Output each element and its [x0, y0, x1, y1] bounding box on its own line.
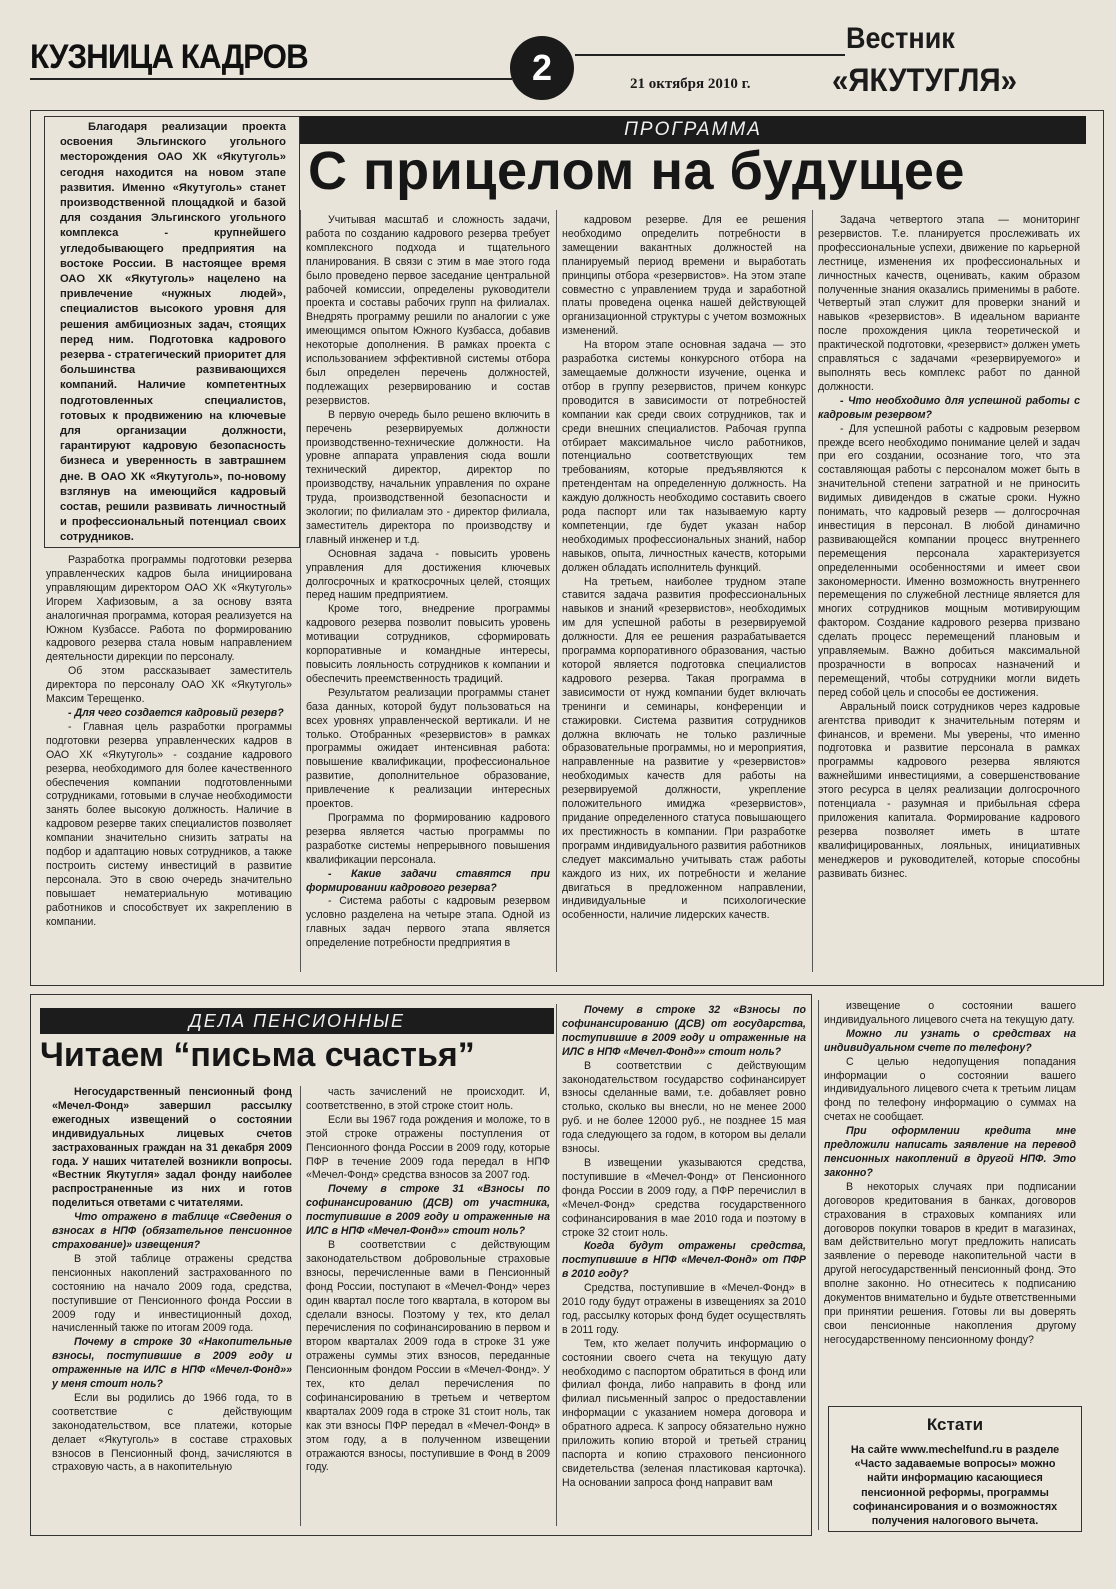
paragraph: - Система работы с кадровым резервом условно разделена на четыре этапа. Одной из главных задач первого этапа является определение потребности предприятия в: [306, 895, 550, 950]
question-paragraph: Почему в строке 30 «Накопительные взносы, поступившие в 2009 году и отраженные на ИЛС в НПФ «Мечел-Фонд»» у меня стоит ноль?: [52, 1336, 292, 1391]
paragraph: В соответствии с действующим законодательством государство софинансирует взносы сделанные вами, т.е. добавляет ровно столько, сколько вы внесли, но не менее 2000 руб. и не более 12000 руб., не позднее 15 мая года следующего за годом, в котором вы делали взносы.: [562, 1059, 806, 1156]
article-column-1: [46, 554, 292, 929]
header-rule-left: [30, 78, 512, 80]
paragraph: извещение о состоянии вашего индивидуального лицевого счета на текущую дату.: [824, 1000, 1076, 1026]
paragraph: В соответствии с действующим законодательством добровольные страховые взносы, перечисленные вами в Пенсионный фонд России, поступают в «Мечел-Фонд» через один квартал после того квартала, в котором вы сделали взносы. Поэтому у тех, кто делал перечисления по софинансированию в первом и втором кварталах 2009 года в строке 31 уже отражены суммы этих взносов, переданные Пенсионным фондом России в «Мечел-Фонд». У тех, кто делал перечисления по софинансированию в третьем и четвертом кварталах 2009 года в строке 31 стоит ноль, так как эти взносы ПФР передал в «Мечел-Фонд» в этом году, а в полученном извещении отражаются взносы, поступившие в Фонд в 2009 году.: [306, 1238, 550, 1474]
question-paragraph: При оформлении кредита мне предложили написать заявление на перевод пенсионных накоплений в другой НПФ. Это законно?: [824, 1125, 1076, 1179]
paragraph: В извещении указываются средства, поступившие в «Мечел-Фонд» от Пенсионного фонда России в 2009 году, а ПФР перечислил в «Мечел-Фонд» средства государственного софинансирования в мае 2010 года и поэтому в строке 32 стоит ноль.: [562, 1156, 806, 1239]
column-divider: [300, 210, 301, 972]
kstati-text: На сайте www.mechelfund.ru в разделе «Часто задаваемые вопросы» можно найти информацию касающиеся пенсионной реформы, программы софинансирования и о возможностях получения налогового вычета.: [850, 1444, 1060, 1528]
paragraph: часть зачислений не происходит. И, соответственно, в этой строке стоит ноль.: [306, 1086, 550, 1112]
paragraph: Негосударственный пенсионный фонд «Мечел-Фонд» завершил рассылку ежегодных извещений о состоянии индивидуальных лицевых счетов застрахованных граждан на 31 декабря 2009 года. У наших читателей возникли вопросы. «Вестник Якутугля» задал фонду наиболее распространенные из них и готов поделиться ответами с читателями.: [52, 1086, 292, 1210]
question-paragraph: Можно ли узнать о средствах на индивидуальном счете по телефону?: [824, 1027, 1076, 1054]
column-divider: [300, 1086, 301, 1526]
paragraph: Программа по формированию кадрового резерва является частью программы по разработке системы непрерывного повышения квалификации персонала.: [306, 811, 550, 866]
article-column-2: [306, 214, 550, 951]
kstati-box: [828, 1406, 1082, 1532]
question-paragraph: - Для чего создается кадровый резерв?: [68, 706, 284, 719]
paragraph: кадровом резерве. Для ее решения необходимо определить потребности в замещении вакантных должностей на планируемый период времени и выработать принципы отбора «резервистов». На этом этапе совместно с управлением труда и заработной платы проведена оценка нашей действующей организационной структуры с учетом возможных изменений.: [562, 214, 806, 338]
article-column-4: [818, 214, 1080, 882]
pension-column-2: [306, 1086, 550, 1475]
paragraph: На третьем, наиболее трудном этапе ставится задача развития профессиональных навыков и знаний «резервистов», необходимых им для успешной работы в резервируемой должности. Для ее решения разрабатывается программа корпоративного образования, частью которой является подготовка специалистов кадрового резерва. Такая программа в зависимости от нужд компании будет включать тренинги и семинары, конференции и стажировки. Система развития сотрудников должна включать не только различные образовательные программы, но и мероприятия, направленные на развитие у «резервистов» необходимых качеств для работы на резервируемой должности, укрепление положительного имиджа «резервистов», придание определенного статуса повышающего их престижность в компании. При разработке программ индивидуального развития работников следует максимально учитывать стаж работы каждого из них, их потребности и желание двигаться в предложенном направлении, индивидуальные и психологические особенности, наличие лидерских качеств.: [562, 575, 806, 922]
paragraph: Учитывая масштаб и сложность задачи, работа по созданию кадрового резерва требует комплексного подхода и тщательного планирования. В связи с этим в мае этого года было проведено первое заседание центральной рабочей комиссии, определены руководители проекта и составы рабочих групп на филиалах. Внедрять программу решили по аналогии с уже имеющимся опытом Южного Кузбасса, добавив некоторые дополнения. В рамках проекта с использованием эффективной системы отбора был определен перечень должностей, подлежащих резервированию и состав резервистов.: [306, 214, 550, 407]
paragraph: - Для успешной работы с кадровым резервом прежде всего необходимо понимание целей и задач при его создании, осознание того, что эта составляющая работы с персоналом может быть в значительной степени затратной и не приносить видимых дивидендов в сжатые сроки. Нужно понимать, что кадровый резерв — долгосрочная инвестиция в персонал. В любой динамично развивающейся компании процесс внутреннего перемещения персонала характеризуется определенными особенностями и имеет свои закономерности. Именно возможность внутреннего перемещения по служебной лестнице является для многих сотрудников мощным мотивирующим фактором. Создание кадрового резерва призвано сделать процесс перемещений плановым и управляемым. Важно добиться максимальной прозрачности в вопросах назначений и перемещений, чтобы сотрудники могли видеть перед собой цель и способы ее достижения.: [818, 422, 1080, 699]
pension-column-3: [562, 1004, 806, 1491]
column-divider: [818, 1000, 819, 1530]
column-divider: [556, 210, 557, 972]
paragraph: В этой таблице отражены средства пенсионных накоплений застрахованного по состоянию на начало 2009 года, средства, поступившие от Пенсионного фонда России в 2009 году и инвестиционный доход, начисленный также по итогам 2009 года.: [52, 1252, 292, 1335]
column-divider: [556, 1004, 557, 1526]
column-divider: [812, 210, 813, 972]
header-rule-right: [575, 54, 845, 56]
paragraph: Если вы родились до 1966 года, то в соответствие с действующим законодательством, все платежи, которые делает «Якутуголь» в составе страховых взносов в Пенсионный фонд, зачисляются в страховую часть, а в накопительную: [52, 1391, 292, 1474]
paragraph: На втором этапе основная задача — это разработка системы конкурсного отбора на замещаемые должности изучение, оценка и отбор в группу резервистов, причем конкурс проводится в зависимости от потребностей компании как среди своих сотрудников, так и среди внешних специалистов. Рабочая группа отбирает максимальное число работников, потенциально соответствующих тем требованиям, которые предъявляются к претендентам на определенную должность. На каждую должность необходимо составить своего рода паспорт или так называемую карту компетенции, где будет указан набор необходимых профессиональных знаний, набор навыков, опыта, личностных качеств, которыми должен обладать исполнитель функций.: [562, 339, 806, 574]
question-paragraph: - Какие задачи ставятся при формировании кадрового резерва?: [306, 867, 550, 894]
brand-name-line2: «ЯКУТУГЛЯ»: [832, 62, 1017, 98]
paragraph: Основная задача - повысить уровень управления для достижения ключевых долгосрочных и краткосрочных целей, стоящих перед нашим предприятием.: [306, 547, 550, 602]
issue-date: 21 октября 2010 г.: [630, 76, 751, 92]
paragraph: Если вы 1967 года рождения и моложе, то в этой строке отражены поступления от Пенсионного фонда России в 2009 году, которые ПФР в течение 2009 года передал в НПФ «Мечел-Фонд» средства взносов за 2007 год.: [306, 1113, 550, 1182]
pension-column-1: [52, 1086, 292, 1475]
paragraph: Тем, кто желает получить информацию о состоянии своего счета на текущую дату необходимо с паспортом обратиться в фонд или филиал фонда, либо направить в фонд или филиал письменный запрос о предоставлении информации с указанием номера договора и обратного адреса. К запросу обязательно нужно приложить копию второй и третьей страниц паспорта и копию страхового пенсионного свидетельства (зеленая пластиковая карточка). На основании запроса фонд направит вам: [562, 1337, 806, 1489]
paragraph: Средства, поступившие в «Мечел-Фонд» в 2010 году будут отражены в извещениях за 2010 год, рассылку которых фонд будет осуществлять в 2011 году.: [562, 1282, 806, 1336]
question-paragraph: Почему в строке 31 «Взносы по софинансированию (ДСВ) от участника, поступившие в 2009 году и отраженные на ИЛС в НПФ «Мечел-Фонд»» стоит ноль?: [306, 1183, 550, 1238]
paragraph: Об этом рассказывает заместитель директора по персоналу ОАО ХК «Якутуголь» Максим Терещенко.: [46, 665, 292, 706]
article-column-3: [562, 214, 806, 923]
article-title: С прицелом на будущее: [308, 141, 965, 201]
page-number: 2: [531, 47, 553, 88]
rubric-band-pension: [40, 1008, 554, 1034]
kstati-title: Кстати: [926, 1415, 984, 1434]
question-paragraph: - Что необходимо для успешной работы с кадровым резервом?: [818, 394, 1080, 421]
article-intro: Благодаря реализации проекта освоения Эльгинского угольного месторождения ОАО ХК «Якутуголь» сегодня находится на новом этапе развития. Именно «Якутуголь» станет производственной площадкой и базой для создания Эльгинского угольного комплекса - крупнейшего угледобывающего предприятия на востоке России. В настоящее время ОАО ХК «Якутуголь» нацелено на привлечение «нужных людей», специалистов высокого уровня для решения амбициозных задач, стоящих перед ним. Подготовка кадрового резерва - стратегический приоритет для большинства развивающихся компаний. Наличие компетентных подготовленных специалистов, готовых к продвижению на ключевые для организации должности, гарантируют кадровую безопасность бизнеса и уверенность в завтрашнем дне. В ОАО ХК «Якутуголь», по-новому взглянув на имеющийся кадровый состав, решили развивать личностный и профессиональный потенциал своих сотрудников.: [60, 121, 286, 544]
paragraph: С целью недопущения попадания информации о состоянии вашего индивидуального лицевого счета к третьим лицам фонд по телефону информацию о суммах на счетах не сообщает.: [824, 1055, 1076, 1124]
brand-name-line1: Вестник: [846, 22, 955, 55]
rubric-program: ПРОГРАММА: [624, 119, 762, 140]
paragraph: - Главная цель разработки программы подготовки резерва управленческих кадров в ОАО ХК «Якутуголь» - создание кадрового резерва, необходимого для более качественного обеспечения компании подготовленными сотрудниками, готовыми в случае необходимости занять более высокую должность. Наличие в кадровом резерве таких специалистов позволяет компании значительно снизить затраты на подбор и адаптацию новых сотрудников, а также построить систему инвестиций в развитие персонала. Это в свою очередь значительно повышает нематериальную мотивацию работников и способствует их закреплению в компании.: [46, 720, 292, 928]
page-number-badge: [510, 36, 574, 100]
paragraph: Результатом реализации программы станет база данных, которой будут пользоваться на всех уровнях управленческой вертикали. И не только. Отобранных «резервистов» в рамках программы ожидает интенсивная работа: повышение квалификации, профессиональное развитие, дополнительное образование, привлечение к реализации интересных проектов.: [306, 686, 550, 811]
article2-title: Читаем “письма счастья”: [40, 1036, 475, 1074]
section-rubric: КУЗНИЦА КАДРОВ: [30, 38, 308, 76]
question-paragraph: Почему в строке 32 «Взносы по софинансированию (ДСВ) от государства, поступившие в 2009 году и отраженные на ИЛС в НПФ «Мечел-Фонд»» стоит ноль?: [562, 1004, 806, 1058]
paragraph: Кроме того, внедрение программы кадрового резерва позволит повысить уровень мотивации сотрудников, сформировать корпоративные и командные интересы, повысить лояльность сотрудников к компании и обеспечить преемственность традиций.: [306, 603, 550, 685]
paragraph: В некоторых случаях при подписании договоров кредитования в банках, договоров страхования в страховых компаниях или договоров покупки товаров в кредит в магазинах, вам действительно могут предложить написать заявление о переводе накопительной части в другой негосударственный пенсионный фонд. Это вполне законно. Но отнеситесь к подписанию документов внимательно и будьте ответственными при принятии решения. Готовы ли вы доверять свои пенсионные накопления другому негосударственному пенсионному фонду?: [824, 1180, 1076, 1346]
pension-column-4: [824, 1000, 1076, 1348]
paragraph: Задача четвертого этапа — мониторинг резервистов. Т.е. планируется прослеживать их профессиональные успехи, движение по карьерной лестнице, изменения их профессиональных и личностных качеств, оценивать, каким образом полученные знания оказались применимы в работе. Четвертый этап служит для проверки знаний и навыков «резервистов». В идеальном варианте после прохождения цикла теоретической и практической подготовки, «резервист» должен уметь справляться с задачами «резервируемого» и выполнять весь комплекс работ по данной должности.: [818, 214, 1080, 393]
paragraph: Разработка программы подготовки резерва управленческих кадров была инициирована управляющим директором ОАО ХК «Якутуголь» Игорем Хафизовым, а за основу взята аналогичная программа, которая реализуется на Южном Кузбассе. Работа по формированию кадрового резерва стала новым направлением деятельности дирекции по персоналу.: [46, 554, 292, 664]
question-paragraph: Когда будут отражены средства, поступившие в НПФ «Мечел-Фонд» от ПФР в 2010 году?: [562, 1240, 806, 1281]
question-paragraph: Что отражено в таблице «Сведения о взносах в НПФ (обязательное пенсионное страхование)» извещения?: [52, 1211, 292, 1251]
paragraph: В первую очередь было решено включить в перечень резервируемых должности производственно-технические должности. На уровне аппарата управления сюда вошли технический директор, директор по производству, начальник управления по охране труда, производственной безопасности и экологии; по филиалам это - директор филиала, заместитель директора по производству и главный инженер и т.д.: [306, 408, 550, 546]
paragraph: Авральный поиск сотрудников через кадровые агентства приводит к значительным потерям и финансов, и времени. Мы уверены, что именно подготовка и развитие персонала в рамках программы кадрового резерва являются важнейшими инвестициями, а совершенствование этого ресурса в целях реализации долгосрочного потенциала - разумная и прибыльная сфера приложения капитала. Формирование кадрового резерва позволяет иметь в штате квалифицированных, лояльных, инициативных менеджеров и руководителей, которые способны развивать бизнес.: [818, 700, 1080, 880]
rubric-pension: ДЕЛА ПЕНСИОННЫЕ: [189, 1010, 405, 1031]
